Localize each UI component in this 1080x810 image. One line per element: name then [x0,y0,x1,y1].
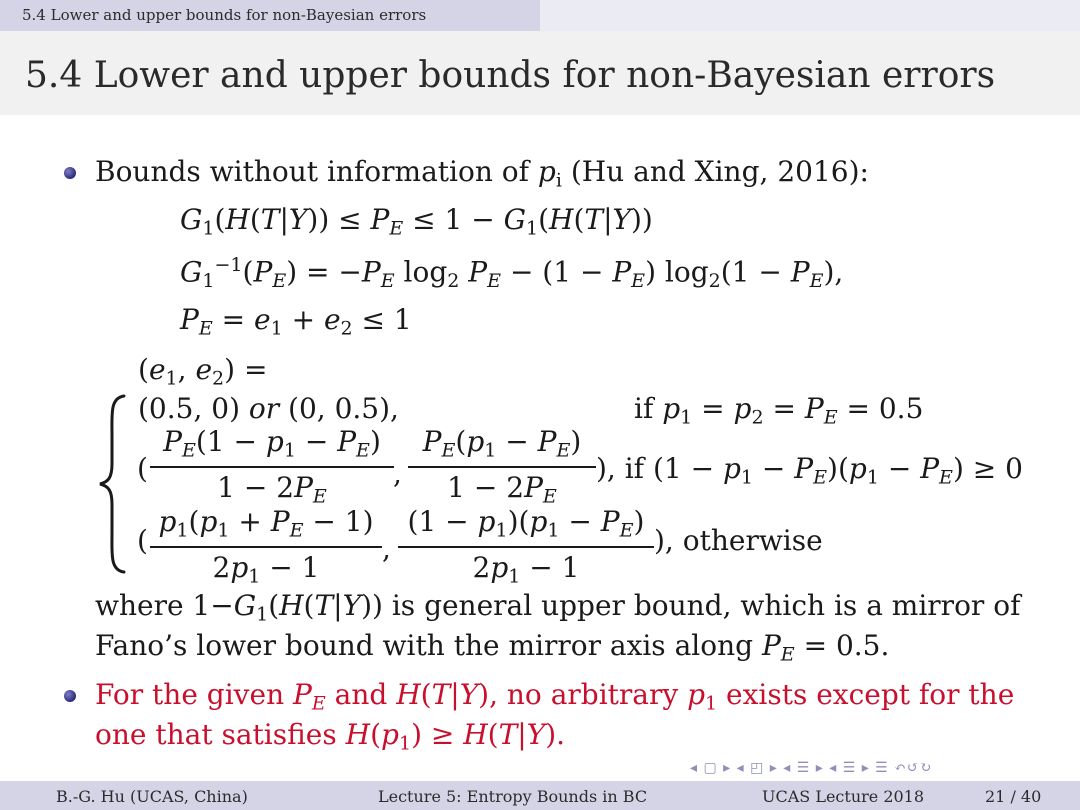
cases-lhs: ($e_1$, $e_2$) = [138,353,268,390]
case-2-denominator-2: $1 - 2P_E$ [408,466,596,506]
case-3-fraction-2 [398,505,654,588]
case-2-fraction-1 [150,425,394,508]
bullet-2-line-1: For the given $P_E$ and H(T|Y), no arbitrary $p_1$ exists except for the [95,678,1015,715]
case-1-value: (0.5, 0) or (0, 0.5), [138,392,399,425]
case-3-numerator-1: $p_1(p_1 + P_E - 1)$ [158,505,374,542]
case-3-fraction-1 [150,505,382,588]
nav-section-link[interactable]: 5.4 Lower and upper bounds for non-Bayesian errors [22,6,427,24]
case-3-condition: ), otherwise [654,524,823,557]
case-2-open-paren: ( [137,452,148,485]
top-nav-right-band [540,0,1080,31]
footer-lecture-title: Lecture 5: Entropy Bounds in BC [378,787,648,806]
bullet-marker [64,167,76,179]
top-nav-strip [0,0,1080,31]
footer-author: B.-G. Hu (UCAS, China) [56,787,248,806]
case-3-denominator-1: $2p_1 - 1$ [150,546,382,586]
case-2-denominator-1: $1 - 2P_E$ [150,466,394,506]
case-3-numerator-2: $(1 - p_1)(p_1 - P_E)$ [407,505,645,542]
footer-event: UCAS Lecture 2018 [762,787,925,806]
case-2-numerator-1: $P_E(1 - p_1 - P_E)$ [163,425,381,462]
note-line-2: Fano’s lower bound with the mirror axis along $P_E = 0.5$. [95,629,890,666]
case-2-condition: ), if $(1 - p_1 - P_E)(p_1 - P_E) \ge 0$ [596,452,1023,489]
beamer-nav-symbols[interactable]: ◂ ▢ ▸ ◂ ◰ ▸ ◂ ☰ ▸ ◂ ☰ ▸ ☰ ↶↺↻ [690,760,933,776]
equation-inverse: $G_1^{-1}(P_E) = -P_E$ $\log_2 P_E - (1 - P_E) \log_2(1 - P_E)$, [180,254,844,292]
case-3-comma: , [382,532,391,565]
note-line-1: where $1-G_1(H(T|Y))$ is general upper bound, which is a mirror of [95,589,1021,626]
case-2-fraction-2 [408,425,596,508]
left-brace [96,392,132,576]
bullet-1-var: p [537,155,556,188]
case-3-open-paren: ( [137,524,148,557]
bullet-1-lead: Bounds without information of [95,155,529,188]
equation-bound: $G_1(H(T|Y)) \le P_E \le 1 - G_1(H(T|Y))$ [180,203,653,240]
bullet-1-text [95,155,869,192]
equation-sum: $P_E = e_1 + e_2 \le 1$ [180,303,412,340]
frame-title: 5.4 Lower and upper bounds for non-Bayesian errors [25,55,996,96]
bullet-1-sub: i [555,169,562,192]
case-2-comma: , [393,457,402,490]
case-3-denominator-2: $2p_1 - 1$ [398,546,654,586]
bullet-2-line-2: one that satisfies $H(p_1) \ge H(T|Y)$. [95,718,566,755]
case-1-condition: if $p_1 = p_2 = P_E = 0.5$ [634,392,924,429]
bullet-marker [64,690,76,702]
footer-page-number: 21 / 40 [985,787,1042,806]
case-2-numerator-2: $P_E(p_1 - P_E)$ [422,425,582,462]
bullet-1-ref: (Hu and Xing, 2016): [570,155,869,188]
